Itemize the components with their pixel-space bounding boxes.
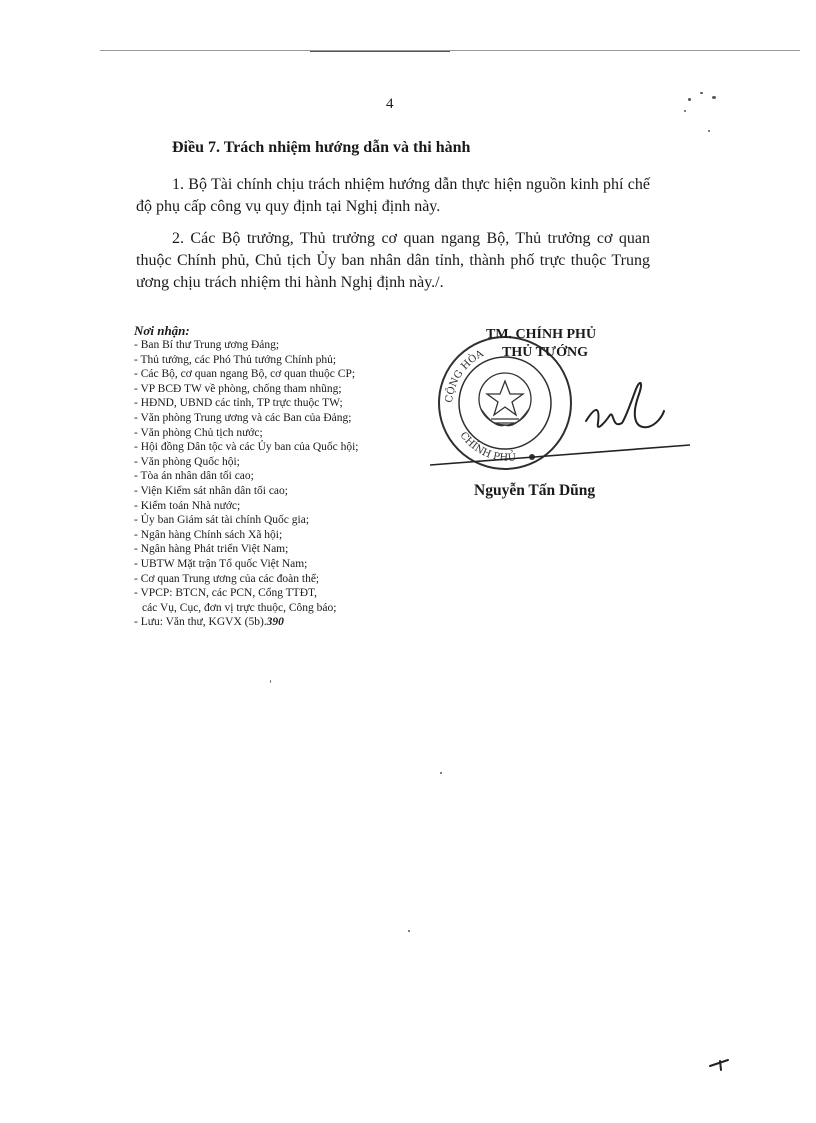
recipients-list [134, 338, 359, 630]
article-heading: Điều 7. Trách nhiệm hướng dẫn và thi hành [172, 139, 471, 156]
article-paragraph-1: 1. Bộ Tài chính chịu trách nhiệm hướng dẫn thực hiện nguồn kinh phí chế độ phụ cấp công vụ quy định tại Nghị định này. [136, 176, 650, 215]
recipient-item: - Hội đồng Dân tộc và các Ủy ban của Quốc hội; [134, 441, 359, 454]
scan-speck [688, 98, 691, 101]
recipient-item: - Kiểm toán Nhà nước; [134, 499, 241, 512]
recipient-item: - Viện Kiểm sát nhân dân tối cao; [134, 484, 288, 497]
recipient-item: - Văn phòng Trung ương và các Ban của Đảng; [134, 411, 352, 424]
recipients-block [134, 323, 359, 630]
scan-top-rule [100, 50, 800, 51]
recipient-item: - Các Bộ, cơ quan ngang Bộ, cơ quan thuộc CP; [134, 368, 356, 381]
recipient-item: - HĐND, UBND các tỉnh, TP trực thuộc TW; [134, 397, 343, 410]
recipient-item: - Ủy ban Giám sát tài chính Quốc gia; [134, 514, 310, 527]
scan-speck [708, 130, 710, 132]
recipient-item: - Văn phòng Quốc hội; [134, 455, 240, 468]
seal-ring-text-bottom: CHÍNH PHỦ [457, 430, 517, 464]
scan-speck [408, 930, 410, 932]
scan-corner-mark-icon [708, 1056, 732, 1072]
recipient-item-continuation: các Vụ, Cục, đơn vị trực thuộc, Công báo; [142, 601, 337, 614]
scan-speck [712, 96, 716, 99]
recipient-item: - Ban Bí thư Trung ương Đảng; [134, 339, 280, 351]
recipient-item: - UBTW Mặt trận Tổ quốc Việt Nam; [134, 557, 308, 570]
recipient-item: - VPCP: BTCN, các PCN, Cổng TTĐT, [134, 587, 318, 600]
recipient-item: - VP BCĐ TW về phòng, chống tham nhũng; [134, 382, 342, 395]
handwritten-initials: 390 [266, 616, 284, 629]
page-number: 4 [386, 96, 394, 112]
scan-speck [440, 772, 442, 774]
scan-top-rule-dark [310, 51, 450, 52]
recipient-item: - Ngân hàng Phát triển Việt Nam; [134, 543, 289, 556]
recipient-item: - Tòa án nhân dân tối cao; [134, 470, 254, 483]
signer-name: Nguyễn Tấn Dũng [474, 482, 596, 499]
recipients-title: Nơi nhận: [134, 323, 190, 338]
recipient-item: - Văn phòng Chủ tịch nước; [134, 426, 263, 439]
article-paragraph-2: 2. Các Bộ trưởng, Thủ trưởng cơ quan ngang Bộ, Thủ trưởng cơ quan thuộc Chính phủ, Chủ tịch Ủy ban nhân dân tỉnh, thành phố trực thuộc Trung ương chịu trách nhiệm thi hành Nghị định này./. [136, 230, 650, 291]
signature-organization: TM. CHÍNH PHỦ [486, 327, 597, 342]
scan-speck [700, 92, 703, 94]
recipient-item: - Cơ quan Trung ương của các đoàn thể; [134, 572, 320, 585]
signature-block [430, 325, 700, 475]
scan-speck [270, 680, 271, 683]
signature-position: THỦ TƯỚNG [502, 345, 588, 360]
recipient-item: - Ngân hàng Chính sách Xã hội; [134, 528, 283, 541]
scan-speck [684, 110, 686, 112]
archive-text: - Lưu: Văn thư, KGVX (5b).⁠ [134, 616, 267, 629]
seal-ring-text-top: CỘNG HÒA [443, 348, 486, 404]
emblem-icon [479, 373, 531, 426]
recipient-item: - Thủ tướng, các Phó Thủ tướng Chính phủ; [134, 353, 337, 366]
recipient-item-archive [134, 615, 359, 630]
